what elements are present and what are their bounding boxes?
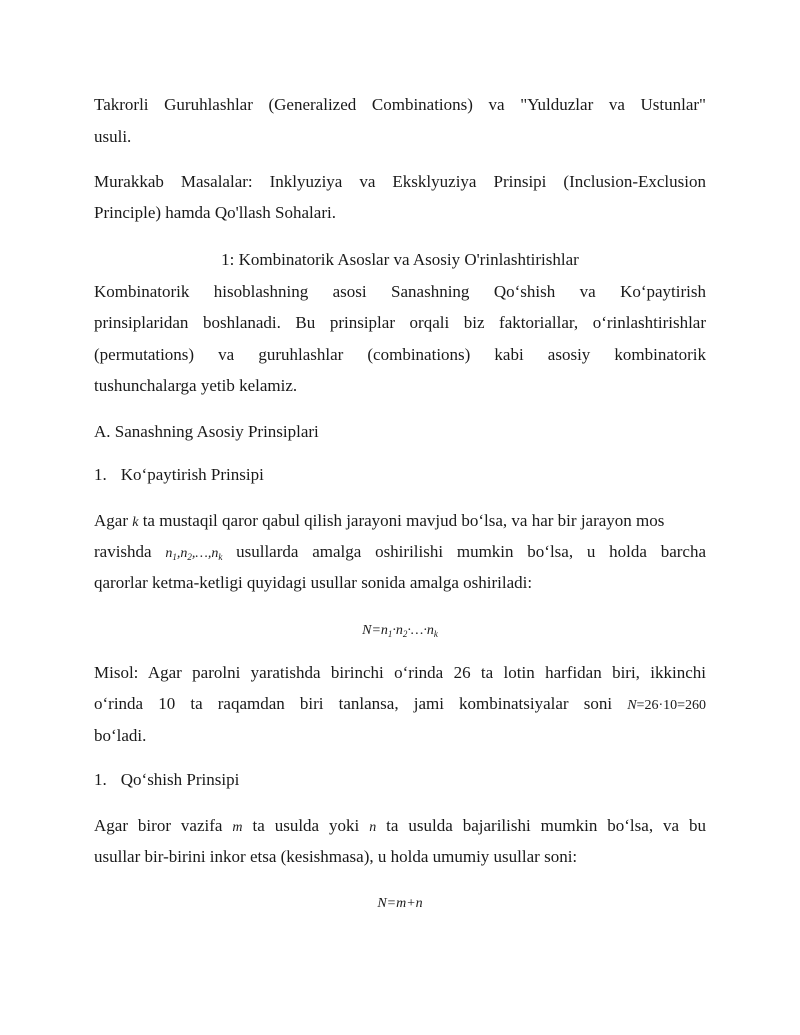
paragraph-2-line-2: Principle) hamda Qo'llash Sohalari. <box>94 203 336 222</box>
paragraph-1-line-1: Takrorli Guruhlashlar (Generalized Combinations) va "Yulduzlar va Ustunlar" <box>94 95 706 114</box>
paragraph-3-line-1: Kombinatorik hisoblashning asosi Sanashning Qo‘shish va Ko‘paytirish <box>94 282 706 301</box>
math-variable-n: n <box>369 820 377 835</box>
formula-example: N=26·10=260 <box>627 698 706 713</box>
list-item-2 <box>94 770 706 790</box>
list-item-number: 1. <box>94 770 107 789</box>
paragraph-3-line-2: prinsiplaridan boshlanadi. Bu prinsiplar orqali biz faktoriallar, o‘rinlashtirishlar <box>94 313 706 332</box>
paragraph-5-line-1: Misol: Agar parolni yaratishda birinchi o‘rinda 26 ta lotin harfidan biri, ikkinchi <box>94 663 706 682</box>
subsection-heading: A. Sanashning Asosiy Prinsiplari <box>94 422 319 441</box>
math-variable-m: m <box>232 820 243 835</box>
paragraph-3-line-4: tushunchalarga yetib kelamiz. <box>94 376 298 395</box>
section-title: 1: Kombinatorik Asoslar va Asosiy O'rinlashtirishlar <box>221 250 579 269</box>
paragraph-5-line-2: o‘rinda 10 ta raqamdan biri tanlansa, jami kombinatsiyalar soni N=26·10=260 <box>94 694 706 713</box>
paragraph-1-line-2: usuli. <box>94 127 132 146</box>
paragraph-6-line-2: usullar bir-birini inkor etsa (kesishmasa), u holda umumiy usullar soni: <box>94 847 578 866</box>
paragraph-4-line-2: ravishda $n_1,n_2,\dots,n_k$ usullarda amalga oshirilishi mumkin bo‘lsa, u holda barcha <box>94 542 707 562</box>
list-item-1 <box>94 465 706 485</box>
list-item-title: Ko‘paytirish Prinsipi <box>120 465 264 484</box>
paragraph-2-line-1: Murakkab Masalalar: Inklyuziya va Eksklyuziya Prinsipi (Inclusion-Exclusion <box>94 172 706 191</box>
paragraph-3-line-3: (permutations) va guruhlashlar (combinations) kabi asosiy kombinatorik <box>94 345 706 364</box>
math-variable-k: k <box>132 515 139 530</box>
paragraph-6-line-1: Agar biror vazifa m ta usulda yoki n ta usulda bajarilishi mumkin bo‘lsa, va bu <box>94 816 707 835</box>
math-sequence: $n_1,n_2,\dots,n_k$ <box>165 546 223 562</box>
paragraph-4-line-1: Agar k ta mustaqil qaror qabul qilish jarayoni mavjud bo‘lsa, va har bir jarayon mos <box>94 511 665 530</box>
list-item-number: 1. <box>94 465 107 484</box>
formula-sum: N=m+n <box>377 896 423 911</box>
list-item-title: Qo‘shish Prinsipi <box>120 770 240 789</box>
paragraph-4-line-3: qarorlar ketma-ketligi quyidagi usullar sonida amalga oshiriladi: <box>94 573 533 592</box>
paragraph-5-line-3: bo‘ladi. <box>94 726 147 745</box>
formula-product: $N=n_1\cdot n_2\cdot\dots\cdot n_k$ <box>362 623 438 639</box>
